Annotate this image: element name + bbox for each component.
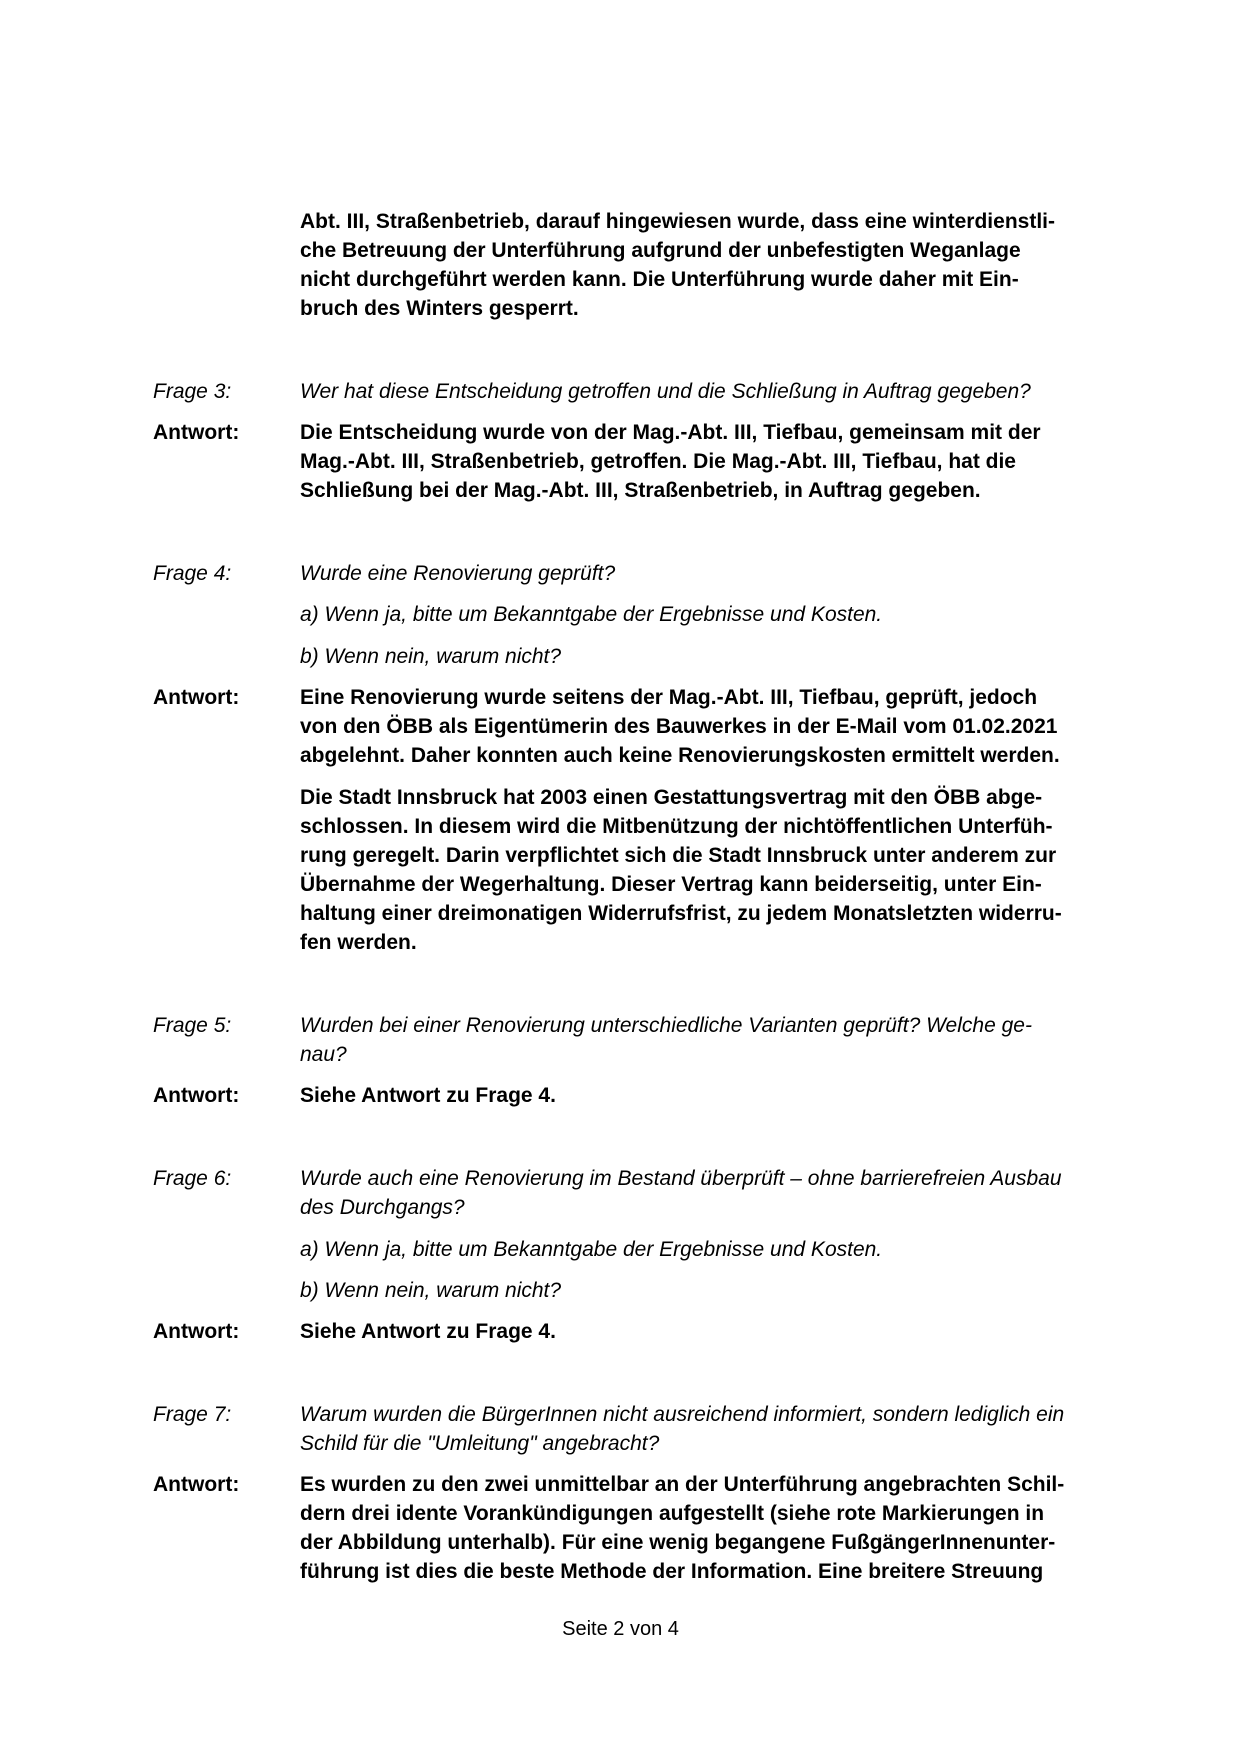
page-number: Seite 2 von 4 [562,1618,679,1640]
answer-7-line: der Abbildung unterhalb). Für eine wenig begangene FußgängerInnenunter- [300,1531,1056,1554]
answer-4-line: rung geregelt. Darin verpflichtet sich die Stadt Innsbruck unter anderem zur [300,844,1057,867]
answer-4-line: abgelehnt. Daher konnten auch keine Renovierungskosten ermittelt werden. [300,744,1060,767]
answer-4-line: haltung einer dreimonatigen Widerrufsfrist, zu jedem Monatsletzten widerru- [300,902,1062,925]
question-7-line: Warum wurden die BürgerInnen nicht ausreichend informiert, sondern lediglich ein [300,1403,1065,1426]
answer-4-line: von den ÖBB als Eigentümerin des Bauwerkes in der E-Mail vom 01.02.2021 [300,715,1058,738]
question-6-line: Wurde auch eine Renovierung im Bestand überprüft – ohne barrierefreien Ausbau [300,1167,1062,1190]
answer-7-line: dern drei idente Vorankündigungen aufgestellt (siehe rote Markierungen in [300,1502,1045,1525]
answer-4-label: Antwort: [153,686,240,709]
answer-3-label: Antwort: [153,421,240,444]
question-7-label: Frage 7: [153,1403,232,1426]
question-6-label: Frage 6: [153,1167,232,1190]
answer-7-label: Antwort: [153,1473,240,1496]
intro-line: che Betreuung der Unterführung aufgrund der unbefestigten Weganlage [300,239,1021,262]
question-4-label: Frage 4: [153,562,232,585]
question-5-line: nau? [300,1043,347,1066]
answer-4-line: Die Stadt Innsbruck hat 2003 einen Gestattungsvertrag mit den ÖBB abge- [300,786,1043,809]
intro-line: bruch des Winters gesperrt. [300,297,579,320]
answer-4-line: fen werden. [300,931,417,954]
answer-7-line: führung ist dies die beste Methode der Information. Eine breitere Streuung [300,1560,1044,1583]
question-6-line: des Durchgangs? [300,1196,465,1219]
answer-3-line: Schließung bei der Mag.-Abt. III, Straßenbetrieb, in Auftrag gegeben. [300,479,981,502]
question-4-sub-a: a) Wenn ja, bitte um Bekanntgabe der Ergebnisse und Kosten. [300,603,883,626]
answer-4-line: Eine Renovierung wurde seitens der Mag.-Abt. III, Tiefbau, geprüft, jedoch [300,686,1038,709]
answer-4-line: schlossen. In diesem wird die Mitbenützung der nichtöffentlichen Unterfüh- [300,815,1053,838]
answer-6-text: Siehe Antwort zu Frage 4. [300,1320,556,1343]
answer-5-label: Antwort: [153,1084,240,1107]
question-6-sub-b: b) Wenn nein, warum nicht? [300,1279,562,1302]
answer-3-line: Die Entscheidung wurde von der Mag.-Abt. III, Tiefbau, gemeinsam mit der [300,421,1041,444]
answer-5-text: Siehe Antwort zu Frage 4. [300,1084,556,1107]
question-4-sub-b: b) Wenn nein, warum nicht? [300,645,562,668]
question-4-text: Wurde eine Renovierung geprüft? [300,562,616,585]
intro-line: Abt. III, Straßenbetrieb, darauf hingewiesen wurde, dass eine winterdienstli- [300,210,1055,233]
question-6-sub-a: a) Wenn ja, bitte um Bekanntgabe der Ergebnisse und Kosten. [300,1238,883,1261]
question-7-line: Schild für die "Umleitung" angebracht? [300,1432,660,1455]
answer-6-label: Antwort: [153,1320,240,1343]
answer-4-line: Übernahme der Wegerhaltung. Dieser Vertrag kann beiderseitig, unter Ein- [300,873,1042,896]
answer-3-line: Mag.-Abt. III, Straßenbetrieb, getroffen. Die Mag.-Abt. III, Tiefbau, hat die [300,450,1016,473]
intro-line: nicht durchgeführt werden kann. Die Unterführung wurde daher mit Ein- [300,268,1019,291]
question-5-line: Wurden bei einer Renovierung unterschiedliche Varianten geprüft? Welche ge- [300,1014,1032,1037]
question-5-label: Frage 5: [153,1014,232,1037]
answer-7-line: Es wurden zu den zwei unmittelbar an der Unterführung angebrachten Schil- [300,1473,1065,1496]
question-3-text: Wer hat diese Entscheidung getroffen und die Schließung in Auftrag gegeben? [300,380,1031,403]
question-3-label: Frage 3: [153,380,232,403]
